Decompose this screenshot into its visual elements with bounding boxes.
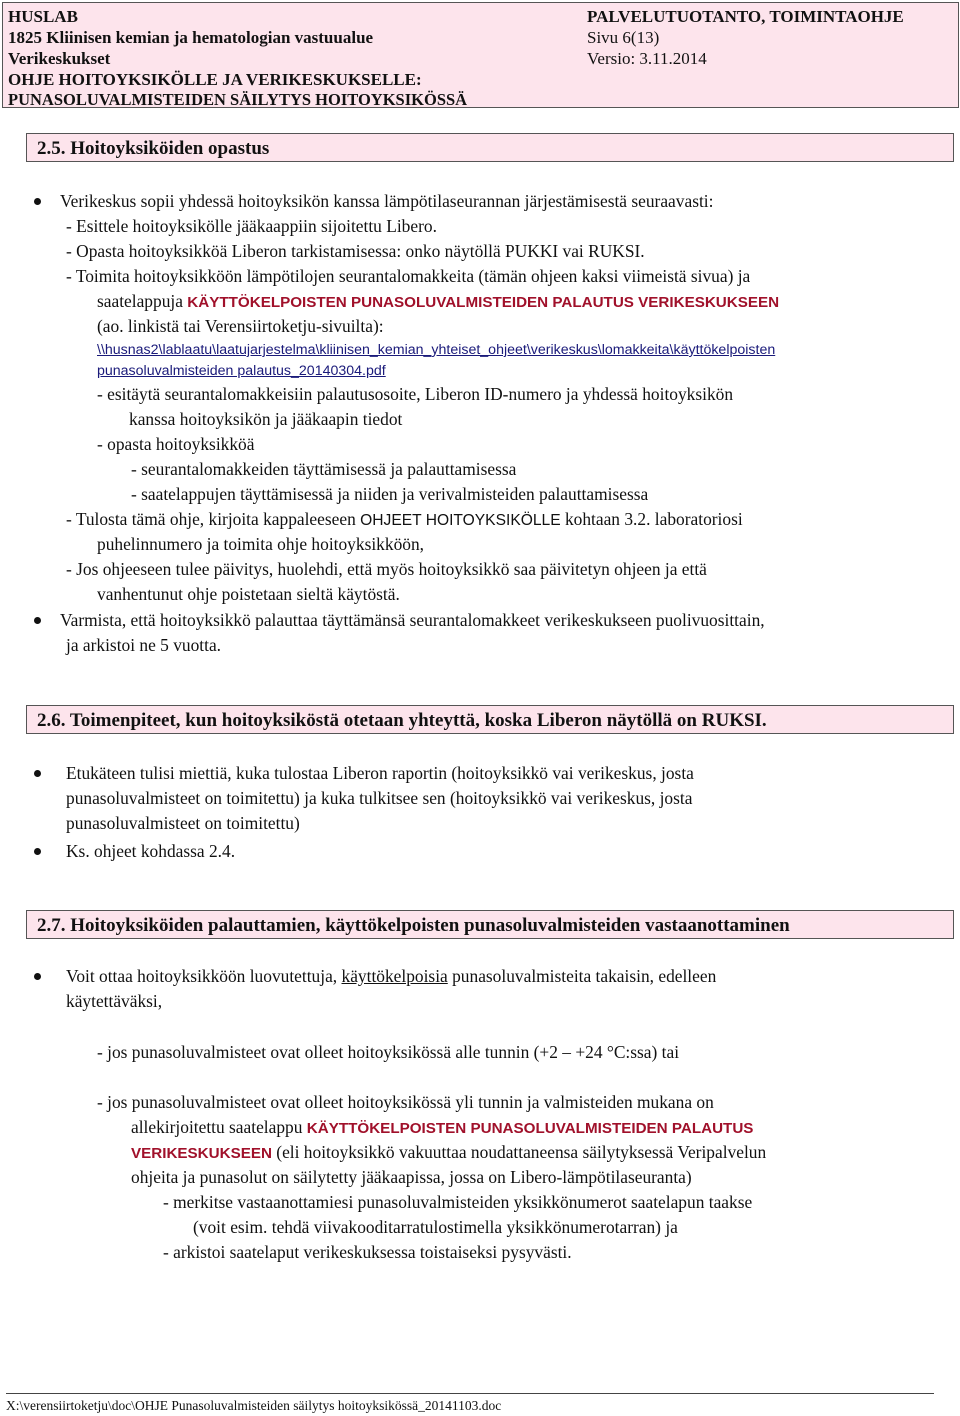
paragraph-continuation: punasoluvalmisteet on toimitettu) [66, 813, 300, 833]
paragraph-continuation: ja arkistoi ne 5 vuotta. [66, 635, 222, 655]
text-fragment: saatelappuja [97, 291, 188, 311]
list-item-continuation [97, 290, 779, 314]
list-item [66, 508, 743, 532]
sub-list-item: - opasta hoitoyksikköä [97, 434, 255, 454]
underlined-term: käyttökelpoisia [341, 966, 448, 986]
form-name-highlight: VERIKESKUKSEEN [131, 1145, 272, 1162]
list-item-continuation: vanhentunut ohje poistetaan sieltä käytöstä. [97, 584, 400, 604]
paragraph [66, 965, 716, 987]
list-item: - jos punasoluvalmisteet ovat olleet hoitoyksikössä yli tunnin ja valmisteiden mukana on [97, 1092, 714, 1112]
list-item-continuation: puhelinnumero ja toimita ohje hoitoyksikköön, [97, 534, 424, 554]
unit-name: Verikeskukset [8, 49, 111, 68]
paragraph: Etukäteen tulisi miettiä, kuka tulostaa Liberon raportin (hoitoyksikkö vai verikeskus, josta [66, 763, 694, 783]
org-name: HUSLAB [8, 7, 78, 26]
sub-list-item: - arkistoi saatelaput verikeskuksessa toistaiseksi pysyvästi. [163, 1242, 572, 1262]
bullet-icon [34, 848, 41, 855]
paragraph-continuation: punasoluvalmisteet on toimitettu) ja kuka tulkitsee sen (hoitoyksikkö vai verikeskus, josta [66, 788, 693, 808]
text-fragment: Voit ottaa hoitoyksikköön luovutettuja, [66, 966, 342, 986]
page-number: Sivu 6(13) [587, 28, 660, 47]
sub-sub-list-item: - saatelappujen täyttämisessä ja niiden ja verivalmisteiden palauttamisessa [131, 484, 649, 504]
file-link[interactable]: punasoluvalmisteiden palautus_20140304.pdf [97, 363, 386, 379]
section-heading-2-6: 2.6. Toimenpiteet, kun hoitoyksiköstä otetaan yhteyttä, koska Liberon näytöllä on RUKSI. [26, 705, 954, 734]
list-item-continuation [131, 1141, 766, 1165]
department: 1825 Kliinisen kemian ja hematologian vastuualue [8, 28, 374, 47]
bullet-icon [34, 198, 41, 205]
text-fragment: (eli hoitoyksikkö vakuuttaa noudattaneensa säilytyksessä Veripalvelun [271, 1142, 767, 1162]
bullet-icon [34, 770, 41, 777]
paragraph: Verikeskus sopii yhdessä hoitoyksikön kanssa lämpötilaseurannan järjestämisestä seuraavasti: [60, 191, 714, 211]
list-item: - Jos ohjeeseen tulee päivitys, huolehdi, että myös hoitoyksikkö saa päivitetyn ohjeen ja että [66, 559, 707, 579]
text-fragment: OHJEET HOITOYKSIKÖLLE [360, 512, 561, 529]
list-item: - Esittele hoitoyksikölle jääkaappiin sijoitettu Libero. [66, 216, 437, 236]
text-fragment: punasoluvalmisteita takaisin, edelleen [447, 966, 717, 986]
sub-list-item: - esitäytä seurantalomakkeisiin palautusosoite, Liberon ID-numero ja yhdessä hoitoyksikön [97, 384, 734, 404]
list-item-continuation: ohjeita ja punasolut on säilytetty jääkaapissa, jossa on Libero-lämpötilaseuranta) [131, 1167, 692, 1187]
version: Versio: 3.11.2014 [587, 49, 707, 68]
paragraph: Ks. ohjeet kohdassa 2.4. [66, 841, 236, 861]
list-item: - jos punasoluvalmisteet ovat olleet hoitoyksikössä alle tunnin (+2 – +24 °C:ssa) tai [97, 1042, 680, 1062]
section-heading-2-5: 2.5. Hoitoyksiköiden opastus [26, 133, 954, 162]
list-item: - Toimita hoitoyksikköön lämpötilojen seurantalomakkeita (tämän ohjeen kaksi viimeistä sivua) ja [66, 266, 751, 286]
paragraph-continuation: käytettäväksi, [66, 991, 163, 1011]
text-fragment: - Tulosta tämä ohje, kirjoita kappaleeseen [66, 509, 361, 529]
footer-divider [6, 1393, 934, 1394]
document-header [2, 2, 959, 108]
section-heading-2-7: 2.7. Hoitoyksiköiden palauttamien, käyttökelpoisten punasoluvalmisteiden vastaanottaminen [26, 910, 954, 939]
file-link[interactable]: \\husnas2\lablaatu\laatujarjestelma\kliinisen_kemian_yhteiset_ohjeet\verikeskus\lomakkeita\käyttökelpoisten [97, 342, 776, 358]
sub-list-item: - merkitse vastaanottamiesi punasoluvalmisteiden yksikkönumerot saatelapun taakse [163, 1192, 753, 1212]
sub-list-item-continuation: (voit esim. tehdä viivakooditarratulostimella yksikkönumerotarran) ja [193, 1217, 678, 1237]
text-fragment: kohtaan 3.2. laboratoriosi [560, 509, 743, 529]
paragraph: Varmista, että hoitoyksikkö palauttaa täyttämänsä seurantalomakkeet verikeskukseen puolivuosittain, [60, 610, 765, 630]
doc-title-line2: PUNASOLUVALMISTEIDEN SÄILYTYS HOITOYKSIKÖSSÄ [8, 90, 468, 109]
footer-file-path: X:\verensiirtoketju\doc\OHJE Punasoluvalmisteiden säilytys hoitoyksikössä_20141103.doc [6, 1398, 502, 1413]
doc-type: PALVELUTUOTANTO, TOIMINTAOHJE [587, 7, 904, 26]
form-name-highlight: KÄYTTÖKELPOISTEN PUNASOLUVALMISTEIDEN PALAUTUS VERIKESKUKSEEN [187, 294, 780, 311]
form-name-highlight: KÄYTTÖKELPOISTEN PUNASOLUVALMISTEIDEN PALAUTUS [306, 1120, 754, 1137]
bullet-icon [34, 617, 41, 624]
list-item: - Opasta hoitoyksikköä Liberon tarkistamisessa: onko näytöllä PUKKI vai RUKSI. [66, 241, 645, 261]
text-fragment: allekirjoitettu saatelappu [131, 1117, 307, 1137]
doc-title-line1: OHJE HOITOYKSIKÖLLE JA VERIKESKUKSELLE: [8, 70, 422, 89]
bullet-icon [34, 973, 41, 980]
sub-sub-list-item: - seurantalomakkeiden täyttämisessä ja palauttamisessa [131, 459, 517, 479]
list-item-continuation: (ao. linkistä tai Verensiirtoketju-sivuilta): [97, 316, 384, 336]
sub-list-item-continuation: kanssa hoitoyksikön ja jääkaapin tiedot [129, 409, 403, 429]
list-item-continuation [131, 1116, 753, 1140]
